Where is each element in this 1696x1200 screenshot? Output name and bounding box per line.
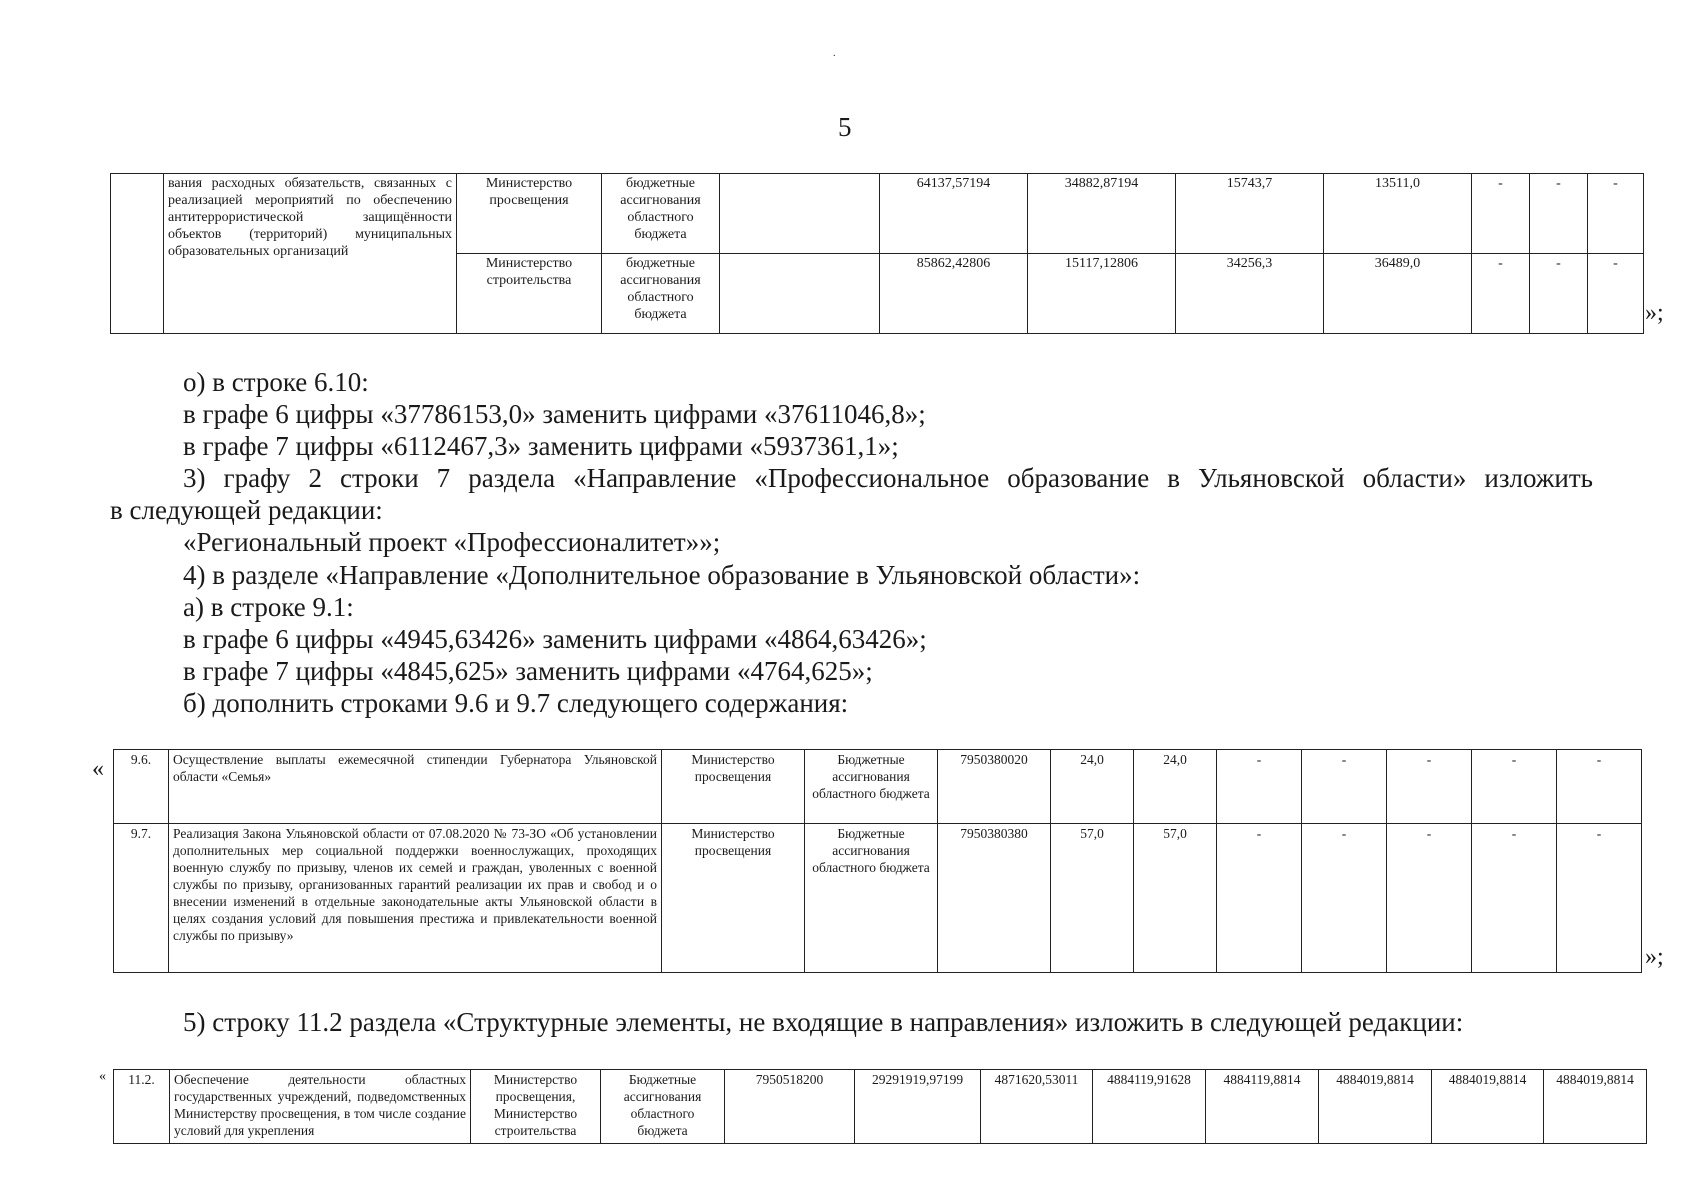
opening-quote: «: [99, 1069, 106, 1084]
value-cell: 4884119,8814: [1206, 1070, 1319, 1144]
measure-name-cell: Реализация Закона Ульяновской области от 07.08.2020 № 73-ЗО «Об установлении дополнительных мер социальной поддержки военнослужащих, проходящих военную службу по призыву, членов их семей и граждан, уволенных с военной службы по призыву, организованных гарантий реализации их прав и свобод и о внесении изменений в отдельные законодательные акты Ульяновской области в целях создания условий для повышения престижа и привлекательности военной службы по призыву»: [169, 824, 662, 973]
paragraph: б) дополнить строками 9.6 и 9.7 следующего содержания:: [183, 688, 849, 718]
table-row: [111, 174, 1644, 254]
measure-name-cell: Осуществление выплаты ежемесячной стипендии Губернатора Ульяновской области «Семья»: [169, 750, 662, 824]
table-row: [114, 1070, 1647, 1144]
paragraph: в графе 7 цифры «6112467,3» заменить цифрами «5937361,1»;: [183, 431, 899, 461]
row-number-cell: [111, 174, 164, 334]
value-cell: -: [1557, 824, 1642, 973]
value-cell: 4884019,8814: [1432, 1070, 1544, 1144]
value-cell: -: [1387, 824, 1472, 973]
value-cell: 29291919,97199: [855, 1070, 981, 1144]
row-number-cell: 9.6.: [114, 750, 169, 824]
opening-quote: «: [92, 756, 104, 782]
value-cell: 57,0: [1051, 824, 1134, 973]
row-11-2-table: [113, 1069, 1647, 1144]
value-cell: -: [1302, 824, 1387, 973]
source-cell: Бюджетные ассигнования областного бюджета: [805, 750, 938, 824]
value-cell: -: [1217, 824, 1302, 973]
value-cell: -: [1530, 254, 1588, 334]
value-cell: 15117,12806: [1028, 254, 1176, 334]
value-cell: 34256,3: [1176, 254, 1324, 334]
code-cell: 7950518200: [725, 1070, 855, 1144]
value-cell: -: [1472, 750, 1557, 824]
value-cell: 24,0: [1134, 750, 1217, 824]
code-cell: [720, 174, 880, 254]
ministry-cell: Министерство строительства: [457, 254, 602, 334]
value-cell: -: [1217, 750, 1302, 824]
closing-quote: »;: [1645, 300, 1664, 326]
paragraph: «Региональный проект «Профессионалитет»»;: [183, 527, 721, 557]
value-cell: -: [1530, 174, 1588, 254]
table-row: [114, 824, 1642, 973]
value-cell: 4884119,91628: [1093, 1070, 1206, 1144]
ministry-cell: Министерство просвещения: [457, 174, 602, 254]
row-number-cell: 11.2.: [114, 1070, 170, 1144]
value-cell: 13511,0: [1324, 174, 1472, 254]
value-cell: -: [1302, 750, 1387, 824]
value-cell: 36489,0: [1324, 254, 1472, 334]
value-cell: -: [1557, 750, 1642, 824]
table-row: [114, 750, 1642, 824]
paragraph: 4) в разделе «Направление «Дополнительное образование в Ульяновской области»:: [183, 560, 1141, 590]
paragraph: 3) графу 2 строки 7 раздела «Направление «Профессиональное образование в Ульяновской области» изложить: [183, 463, 1593, 493]
value-cell: -: [1588, 254, 1644, 334]
code-cell: [720, 254, 880, 334]
value-cell: 34882,87194: [1028, 174, 1176, 254]
closing-quote: »;: [1645, 944, 1664, 970]
paragraph: в графе 7 цифры «4845,625» заменить цифрами «4764,625»;: [183, 656, 873, 686]
value-cell: 4871620,53011: [981, 1070, 1093, 1144]
value-cell: -: [1588, 174, 1644, 254]
value-cell: 64137,57194: [880, 174, 1028, 254]
value-cell: -: [1472, 254, 1530, 334]
value-cell: -: [1387, 750, 1472, 824]
value-cell: 85862,42806: [880, 254, 1028, 334]
source-cell: бюджетные ассигнования областного бюджета: [602, 254, 720, 334]
rows-9-6-9-7-table: [113, 749, 1642, 973]
value-cell: 57,0: [1134, 824, 1217, 973]
value-cell: -: [1472, 824, 1557, 973]
source-cell: Бюджетные ассигнования областного бюджета: [601, 1070, 725, 1144]
paragraph: а) в строке 9.1:: [183, 592, 354, 622]
value-cell: 4884019,8814: [1544, 1070, 1647, 1144]
measure-name-cell: Обеспечение деятельности областных государственных учреждений, подведомственных Министерству просвещения, в том числе создание условий для укрепления: [170, 1070, 471, 1144]
code-cell: 7950380020: [938, 750, 1051, 824]
ministry-cell: Министерство просвещения: [662, 824, 805, 973]
paragraph: в графе 6 цифры «4945,63426» заменить цифрами «4864,63426»;: [183, 624, 927, 654]
ministry-cell: Министерство просвещения: [662, 750, 805, 824]
source-cell: бюджетные ассигнования областного бюджета: [602, 174, 720, 254]
scan-dot: .: [833, 48, 836, 59]
row-number-cell: 9.7.: [114, 824, 169, 973]
value-cell: 4884019,8814: [1319, 1070, 1432, 1144]
value-cell: -: [1472, 174, 1530, 254]
source-cell: Бюджетные ассигнования областного бюджета: [805, 824, 938, 973]
continuation-table: [110, 173, 1644, 334]
paragraph: 5) строку 11.2 раздела «Структурные элементы, не входящие в направления» изложить в следующей редакции:: [183, 1007, 1464, 1037]
ministry-cell: Министерство просвещения, Министерство строительства: [471, 1070, 601, 1144]
paragraph: в графе 6 цифры «37786153,0» заменить цифрами «37611046,8»;: [183, 399, 926, 429]
paragraph: в следующей редакции:: [110, 495, 383, 525]
paragraph: о) в строке 6.10:: [183, 367, 369, 397]
value-cell: 15743,7: [1176, 174, 1324, 254]
value-cell: 24,0: [1051, 750, 1134, 824]
code-cell: 7950380380: [938, 824, 1051, 973]
page-number: 5: [838, 112, 852, 142]
measure-name-cell: вания расходных обязательств, связанных с реализацией мероприятий по обеспечению антитеррористической защищённости объектов (территорий) муниципальных образовательных организаций: [164, 174, 457, 334]
